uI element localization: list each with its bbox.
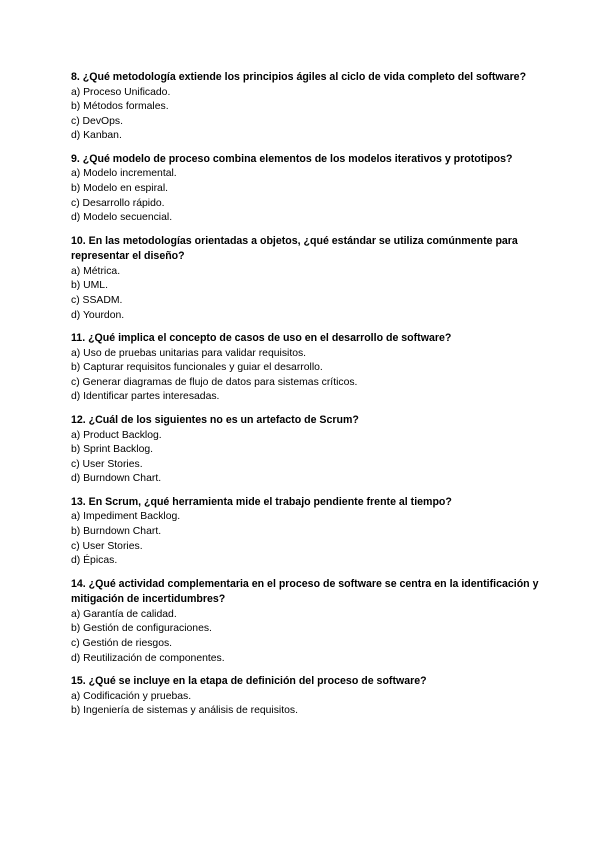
option-d: d) Kanban. [71,130,122,142]
option-list [71,690,541,719]
option-b: b) Sprint Backlog. [71,444,154,456]
document-page [71,70,541,727]
option-d: d) Épicas. [71,555,118,567]
option-c: c) Generar diagramas de flujo de datos para sistemas críticos. [71,376,358,388]
option-b: b) Modelo en espiral. [71,182,169,194]
option-list [71,347,541,405]
option-b: b) Ingeniería de sistemas y análisis de requisitos. [71,705,298,717]
option-a: a) Modelo incremental. [71,168,177,180]
option-c: c) Gestión de riesgos. [71,637,173,649]
option-list [71,86,541,144]
option-c: c) DevOps. [71,115,123,127]
option-b: b) Métodos formales. [71,101,169,113]
option-c: c) User Stories. [71,540,143,552]
question-11 [71,331,541,405]
option-list [71,429,541,487]
option-c: c) Desarrollo rápido. [71,197,165,209]
option-d: d) Reutilización de componentes. [71,652,225,664]
option-b: b) Capturar requisitos funcionales y guiar el desarrollo. [71,362,323,374]
option-c: c) User Stories. [71,458,143,470]
question-9 [71,152,541,226]
option-a: a) Impediment Backlog. [71,511,181,523]
question-14 [71,577,541,666]
question-8 [71,70,541,144]
question-12 [71,413,541,487]
option-list [71,608,541,666]
option-a: a) Proceso Unificado. [71,86,171,98]
option-a: a) Product Backlog. [71,429,162,441]
question-title: 12. ¿Cuál de los siguientes no es un artefacto de Scrum? [71,414,359,426]
question-title: 8. ¿Qué metodología extiende los principios ágiles al ciclo de vida completo del software? [71,71,527,83]
option-list [71,167,541,225]
option-b: b) UML. [71,280,108,292]
option-d: d) Burndown Chart. [71,473,162,485]
option-a: a) Codificación y pruebas. [71,690,192,702]
option-a: a) Uso de pruebas unitarias para validar requisitos. [71,347,307,359]
question-title: 10. En las metodologías orientadas a objetos, ¿qué estándar se utiliza comúnmente para representar el diseño? [71,234,518,263]
option-b: b) Gestión de configuraciones. [71,623,212,635]
option-list [71,265,541,323]
question-title: 15. ¿Qué se incluye en la etapa de definición del proceso de software? [71,675,427,688]
option-a: a) Garantía de calidad. [71,608,177,620]
option-a: a) Métrica. [71,265,121,277]
option-list [71,510,541,568]
option-b: b) Burndown Chart. [71,525,162,537]
question-15 [71,674,541,719]
option-d: d) Yourdon. [71,309,125,321]
question-title: 11. ¿Qué implica el concepto de casos de uso en el desarrollo de software? [71,332,452,345]
question-title: 13. En Scrum, ¿qué herramienta mide el trabajo pendiente frente al tiempo? [71,495,452,508]
question-10 [71,234,541,323]
question-13 [71,495,541,569]
option-d: d) Modelo secuencial. [71,212,173,224]
option-d: d) Identificar partes interesadas. [71,391,220,403]
question-title: 9. ¿Qué modelo de proceso combina elementos de los modelos iterativos y prototipos? [71,152,513,165]
question-title: 14. ¿Qué actividad complementaria en el proceso de software se centra en la identificación y mitigación de incertidumbres? [71,577,539,606]
option-c: c) SSADM. [71,294,123,306]
